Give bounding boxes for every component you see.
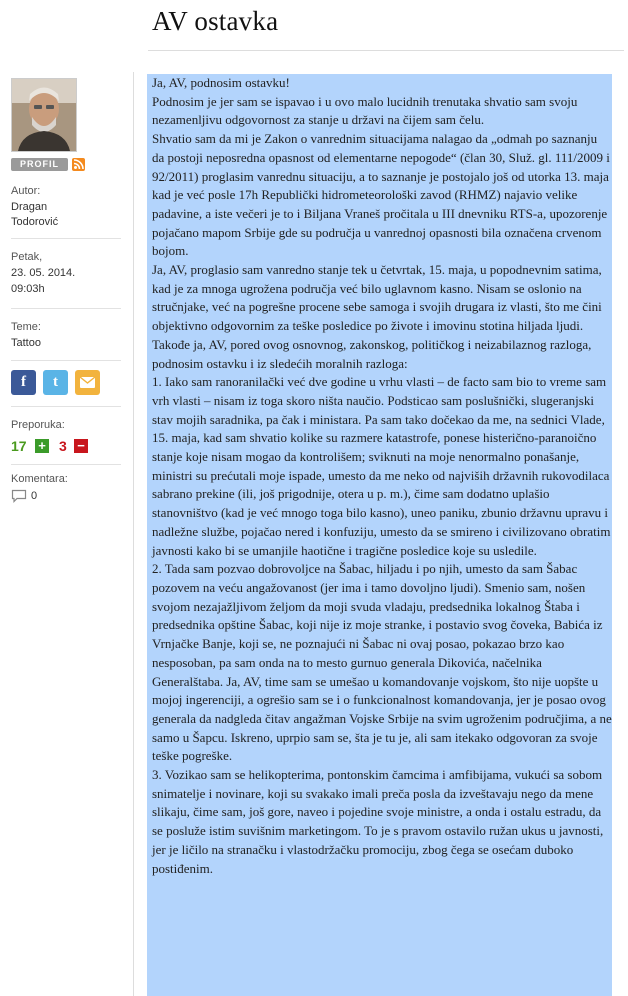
article-paragraph: Takođe ja, AV, pored ovog osnovnog, zakonskog, političkog i neizabilaznog razloga, podnosim ostavku i iz sledećih moralnih razloga: [152,336,592,371]
theme-link-tattoo[interactable]: Tattoo [11,337,41,349]
email-share-button[interactable] [75,370,100,395]
profile-button[interactable]: PROFIL [11,158,68,171]
sidebar-divider [11,308,121,309]
article-paragraph: 3. Vozikao sam se helikopterima, pontonskim čamcima i amfibijama, vukući sa sobom snimatelje i novinare, koji su svakako imali preča posla da izveštavaju nego da mene slikaju, čime sam, još gore, naveo i pojedine svoje ministre, a onda i ostalu estradu, da se posluže istim suvišnim marketingom. To je s pravom ostavilo ružan ukus u javnosti, jer je ličilo na stranačku i vlastodržačku promociju, zbog čega se osećam duboko postiđenim. [152,767,604,876]
article-body [147,74,612,996]
email-icon [75,370,100,395]
page-title: AV ostavka [152,6,279,36]
article-paragraph: Shvatio sam da mi je Zakon o vanrednim situacijama nalagao da „odmah po saznanju da postoji neposredna opasnost od elementarne nepogode“ (član 30, Služ. gl. 111/2009 i 92/2011) proglasim vanrednu situaciju, a to saznanje je postojalo još od utorka 13. maja kad je već posle 17h Republički hidrometeorološki zavod (RHMZ) najavio velike padavine, a iste večeri je to i Biljana Vraneš pročitala u III dnevniku RTS-a, upozorenje pojačano mapom Srbije gde su područja u vanrednoj opasnosti bila označena crvenom bojom. [152,131,610,259]
votes-minus-count: 3 [59,438,67,454]
twitter-icon: t [53,374,58,390]
themes-label: Teme: [11,321,41,333]
sidebar-divider [11,360,121,361]
minus-icon[interactable]: − [74,439,88,453]
author-name[interactable]: Dragan Todorović [11,201,59,228]
date-weekday: Petak, [11,251,43,263]
author-label: Autor: [11,185,41,197]
sidebar-divider [11,464,121,465]
sidebar-divider [11,238,121,239]
article-paragraph: 1. Iako sam ranoranilački već dve godine u vrhu vlasti – de facto sam bio to vreme sam vrh vlasti – nisam iz toga skoro ništa naučio. Podsticao sam poslušnički, slugeranjski stav mojih saradnika, pa čak i ministara. Pa sam tako dočekao da me, na sednici Vlade, 15. maja, kad sam shvatio kolike su razmere katastrofe, ponese histerično-paranoično stanje koje nisam mogao da kontrolišem; sviknuti na moje nenormalno ponašanje, ministri su prećutali moje ispade, umesto da me neko od najviših državnih rukovodilaca sabrano prekine (ili, još prigodnije, otera u p. m.), čime sam dodatno uplašio stanovništvo (kad je već mnogo toga bilo kasno), uneo paniku, zbunio državnu upravu i nadležne službe, pojačao nered i konfuziju, umesto da se smireno i civilizovano obratim javnosti kako bi se umanjile haotične i tragične posledice koje su usledile. [152,374,611,558]
column-divider [133,72,134,996]
author-avatar[interactable] [11,78,77,152]
facebook-share-button[interactable] [11,370,36,395]
facebook-icon: f [21,374,26,390]
publish-date: 23. 05. 2014. [11,267,76,279]
publish-time: 09:03h [11,283,45,295]
comment-bubble-icon[interactable] [11,489,27,503]
twitter-share-button[interactable] [43,370,68,395]
article-paragraph: Podnosim je jer sam se ispavao i u ovo malo lucidnih trenutaka shvatio sam svoju nezamenljivu odgovornost za stanje u državi na čijem sam čelu. [152,93,578,128]
comments-label: Komentara: [11,473,68,485]
article-paragraph: 2. Tada sam pozvao dobrovoljce na Šabac, hiljadu i po njih, umesto da sam Šabac pozovem na veću angažovanost (jer ima i tamo dovoljno ljudi). Smenio sam, nošen svojom nezajažljivom željom da moji svuda vladaju, predsednika lokalnog Štaba i predsednika opštine Šabac, koji nije iz moje stranke, i postavio svog čoveka, Babića iz Vrnjačke Banje, koji se, ne poznajući ni Šabac ni ovaj posao, pokazao brzo kao nesposoban, pa sam onda na to mesto gurnuo generala Dikovića, načelnika Generalštaba. Ja, AV, time sam se umešao u komandovanje vojskom, što nije uopšte u mojoj ingerenciji, a ogrešio sam se i o funkcionalnost komandovanja, jer je posao ovog generala da nadgleda čitav angažman Vojske Srbije na svim ugroženim područjima, a ne samo u Šapcu. Iskreno, uprpio sam se, šta je tu je, ali sam itekako odgovoran za svoje teške pogreške. [152,561,612,764]
comments-count[interactable]: 0 [31,490,38,502]
article-paragraph: Ja, AV, proglasio sam vanredno stanje tek u četvrtak, 15. maja, u popodnevnim satima, kad je za mnoga ugrožena područja već bilo uglavnom kasno. Nisam se oslonio na stručnjake, već na pogrešne procene sebe samoga i svojih drugara iz vlasti, što me čini objektivno odgovornim za teške posledice po živote i imovinu stotina hiljada ljudi. [152,262,602,334]
title-divider [148,50,624,51]
votes-plus-count: 17 [11,438,27,454]
article-paragraph: Ja, AV, podnosim ostavku! [152,75,290,90]
recommend-label: Preporuka: [11,419,65,431]
plus-icon[interactable]: + [35,439,49,453]
sidebar-divider [11,406,121,407]
rss-icon[interactable] [72,158,85,171]
